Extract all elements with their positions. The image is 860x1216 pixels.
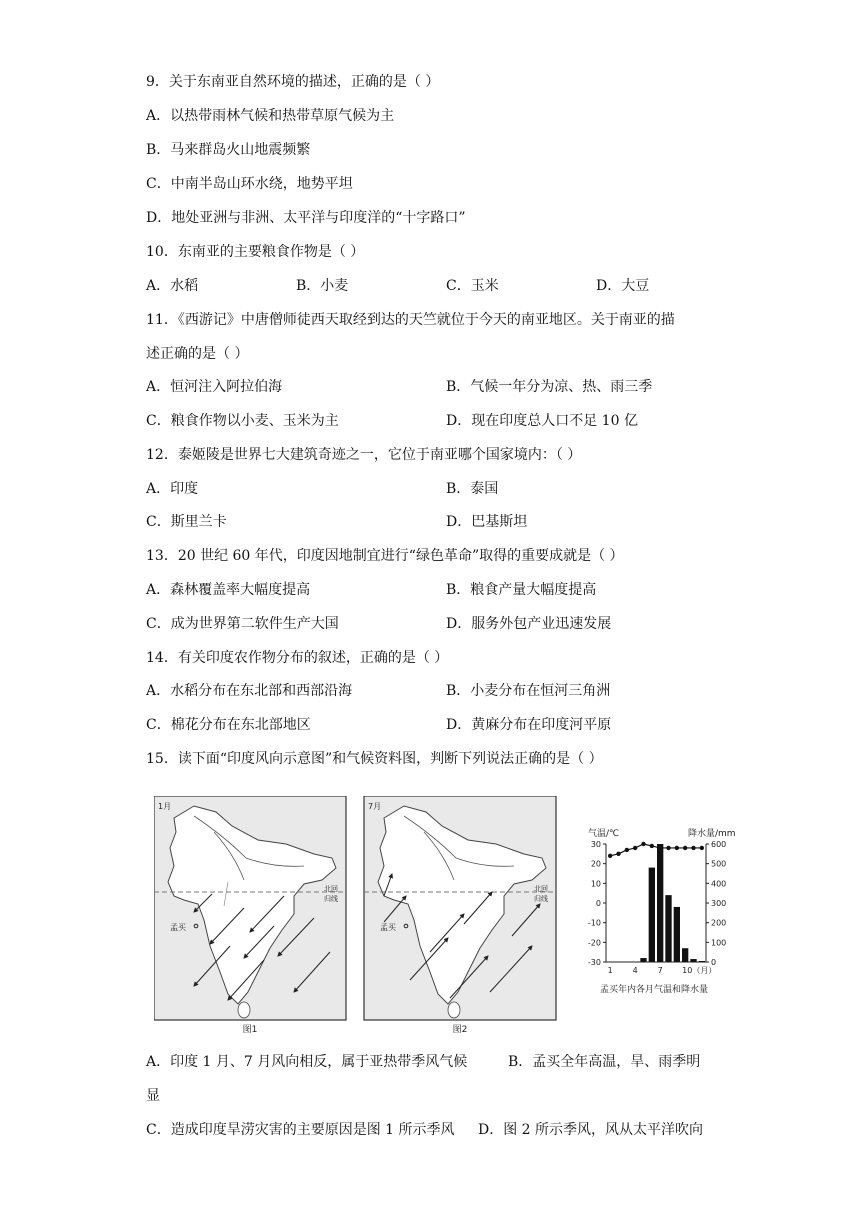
climate-precip-bar (649, 868, 655, 962)
q13-option-d: D．服务外包产业迅速发展 (446, 616, 612, 632)
q9-option-d: D．地处亚洲与非洲、太平洋与印度洋的“十字路口” (146, 210, 466, 226)
climate-x-tick-label: 4 (632, 966, 638, 975)
q15-option-b: B．孟买全年高温，旱、雨季明 (508, 1054, 701, 1070)
climate-precip-tick-label: 500 (711, 859, 727, 869)
q15-option-b-cont: 显 (146, 1088, 160, 1104)
climate-chart (588, 827, 736, 995)
climate-precip-bar (690, 959, 696, 962)
climate-temp-point (691, 846, 695, 850)
q11-option-b: B．气候一年分为凉、热、雨三季 (446, 379, 653, 395)
climate-ylabel-left: 气温/℃ (588, 829, 620, 839)
q12-stem: 12．泰姬陵是世界七大建筑奇迹之一，它位于南亚哪个国家境内：（ ） (146, 447, 582, 463)
map2-month-label: 7月 (368, 802, 382, 811)
map2-tropic-label-2: 归线 (534, 895, 548, 903)
q14-option-a: A．水稻分布在东北部和西部沿海 (146, 683, 353, 699)
map1-tropic-label-2: 归线 (324, 895, 338, 903)
q13-stem: 13．20 世纪 60 年代，印度因地制宜进行“绿色革命”取得的重要成就是（ ） (146, 548, 624, 564)
climate-precip-bar (657, 844, 663, 962)
climate-temp-point (633, 846, 637, 850)
climate-temp-tick-label: -20 (587, 938, 601, 948)
q12-option-d: D．巴基斯坦 (446, 514, 528, 530)
climate-temp-tick-label: 10 (590, 879, 601, 889)
q13-option-a: A．森林覆盖率大幅度提高 (146, 582, 311, 598)
climate-precip-tick-label: 300 (711, 899, 727, 908)
climate-temp-point (650, 844, 654, 848)
climate-precip-tick-label: 100 (711, 938, 727, 948)
figure-svg (154, 796, 754, 1036)
climate-temp-point (683, 846, 687, 850)
q10-option-b: B．小麦 (296, 278, 349, 294)
climate-temp-tick-label: 20 (590, 859, 601, 869)
climate-precip-bar (699, 961, 705, 962)
climate-temp-point (625, 848, 629, 852)
climate-precip-tick-label: 200 (711, 918, 727, 928)
climate-temp-tick-label: 0 (595, 899, 601, 908)
q14-stem: 14．有关印度农作物分布的叙述，正确的是（ ） (146, 650, 449, 666)
map2-tropic-label-1: 北回 (534, 885, 548, 893)
map2-caption: 图2 (452, 1025, 468, 1035)
q10-stem: 10．东南亚的主要粮食作物是（ ） (146, 244, 365, 260)
climate-precip-tick-label: 400 (711, 879, 727, 889)
q14-option-d: D．黄麻分布在印度河平原 (446, 717, 612, 733)
q15-option-c: C．造成印度旱涝灾害的主要原因是图 1 所示季风 (146, 1122, 455, 1138)
climate-chart-title: 孟买年内各月气温和降水量 (599, 985, 709, 995)
climate-x-tick-label: 10（月） (682, 966, 717, 975)
q14-option-c: C．棉花分布在东北部地区 (146, 717, 311, 733)
q9-stem: 9．关于东南亚自然环境的描述，正确的是（ ） (146, 74, 440, 90)
q11-option-d: D．现在印度总人口不足 10 亿 (446, 413, 638, 429)
climate-x-tick-label: 7 (657, 966, 663, 975)
climate-temp-point (675, 846, 679, 850)
climate-temp-point (616, 852, 620, 856)
climate-temp-point (658, 846, 662, 850)
map2-city-label: 孟买 (380, 923, 396, 932)
climate-precip-bar (640, 958, 646, 962)
climate-temp-tick-label: -10 (587, 918, 601, 928)
q10-option-d: D．大豆 (596, 278, 650, 294)
q11-stem-line1: 11．《西游记》中唐僧师徒西天取经到达的天竺就位于今天的南亚地区。关于南亚的描 (146, 312, 675, 328)
q9-option-a: A．以热带雨林气候和热带草原气候为主 (146, 108, 395, 124)
q13-option-b: B．粮食产量大幅度提高 (446, 582, 597, 598)
q10-option-a: A．水稻 (146, 278, 199, 294)
climate-temp-point (700, 846, 704, 850)
q14-option-b: B．小麦分布在恒河三角洲 (446, 683, 611, 699)
q15-option-d: D．图 2 所示季风，风从太平洋吹向 (478, 1122, 704, 1138)
map1-tropic-label-1: 北回 (324, 885, 338, 893)
climate-temp-line (610, 844, 702, 856)
map1-city-label: 孟买 (170, 923, 186, 932)
climate-temp-point (608, 854, 612, 858)
map1-month-label: 1月 (158, 802, 172, 811)
climate-temp-tick-label: -30 (587, 958, 601, 967)
climate-precip-tick-label: 600 (711, 840, 727, 849)
q15-stem: 15．读下面“印度风向示意图”和气候资料图，判断下列说法正确的是（ ） (146, 751, 603, 767)
climate-precip-bar (665, 895, 671, 962)
climate-precip-bar (682, 948, 688, 962)
q12-option-b: B．泰国 (446, 481, 499, 497)
climate-temp-tick-label: 30 (590, 840, 601, 849)
climate-precip-tick-label: 0 (711, 958, 717, 967)
climate-precip-bar (674, 907, 680, 962)
climate-temp-point (641, 842, 645, 846)
climate-ylabel-right: 降水量/mm (688, 829, 736, 839)
q9-option-b: B．马来群岛火山地震频繁 (146, 142, 311, 158)
climate-x-tick-label: 1 (607, 966, 613, 975)
q15-figure (154, 796, 754, 1036)
map-january (154, 796, 346, 1020)
q13-option-c: C．成为世界第二软件生产大国 (146, 616, 339, 632)
climate-temp-point (666, 846, 670, 850)
q15-option-a: A．印度 1 月、7 月风向相反，属于亚热带季风气候 (146, 1054, 468, 1070)
q9-option-c: C．中南半岛山环水绕，地势平坦 (146, 176, 353, 192)
q11-option-c: C．粮食作物以小麦、玉米为主 (146, 413, 339, 429)
q11-stem-line2: 述正确的是（ ） (146, 346, 249, 362)
map1-caption: 图1 (242, 1025, 258, 1035)
q11-option-a: A．恒河注入阿拉伯海 (146, 379, 283, 395)
q12-option-c: C．斯里兰卡 (146, 514, 227, 530)
map-july (364, 796, 556, 1020)
q12-option-a: A．印度 (146, 481, 199, 497)
q10-option-c: C．玉米 (446, 278, 499, 294)
